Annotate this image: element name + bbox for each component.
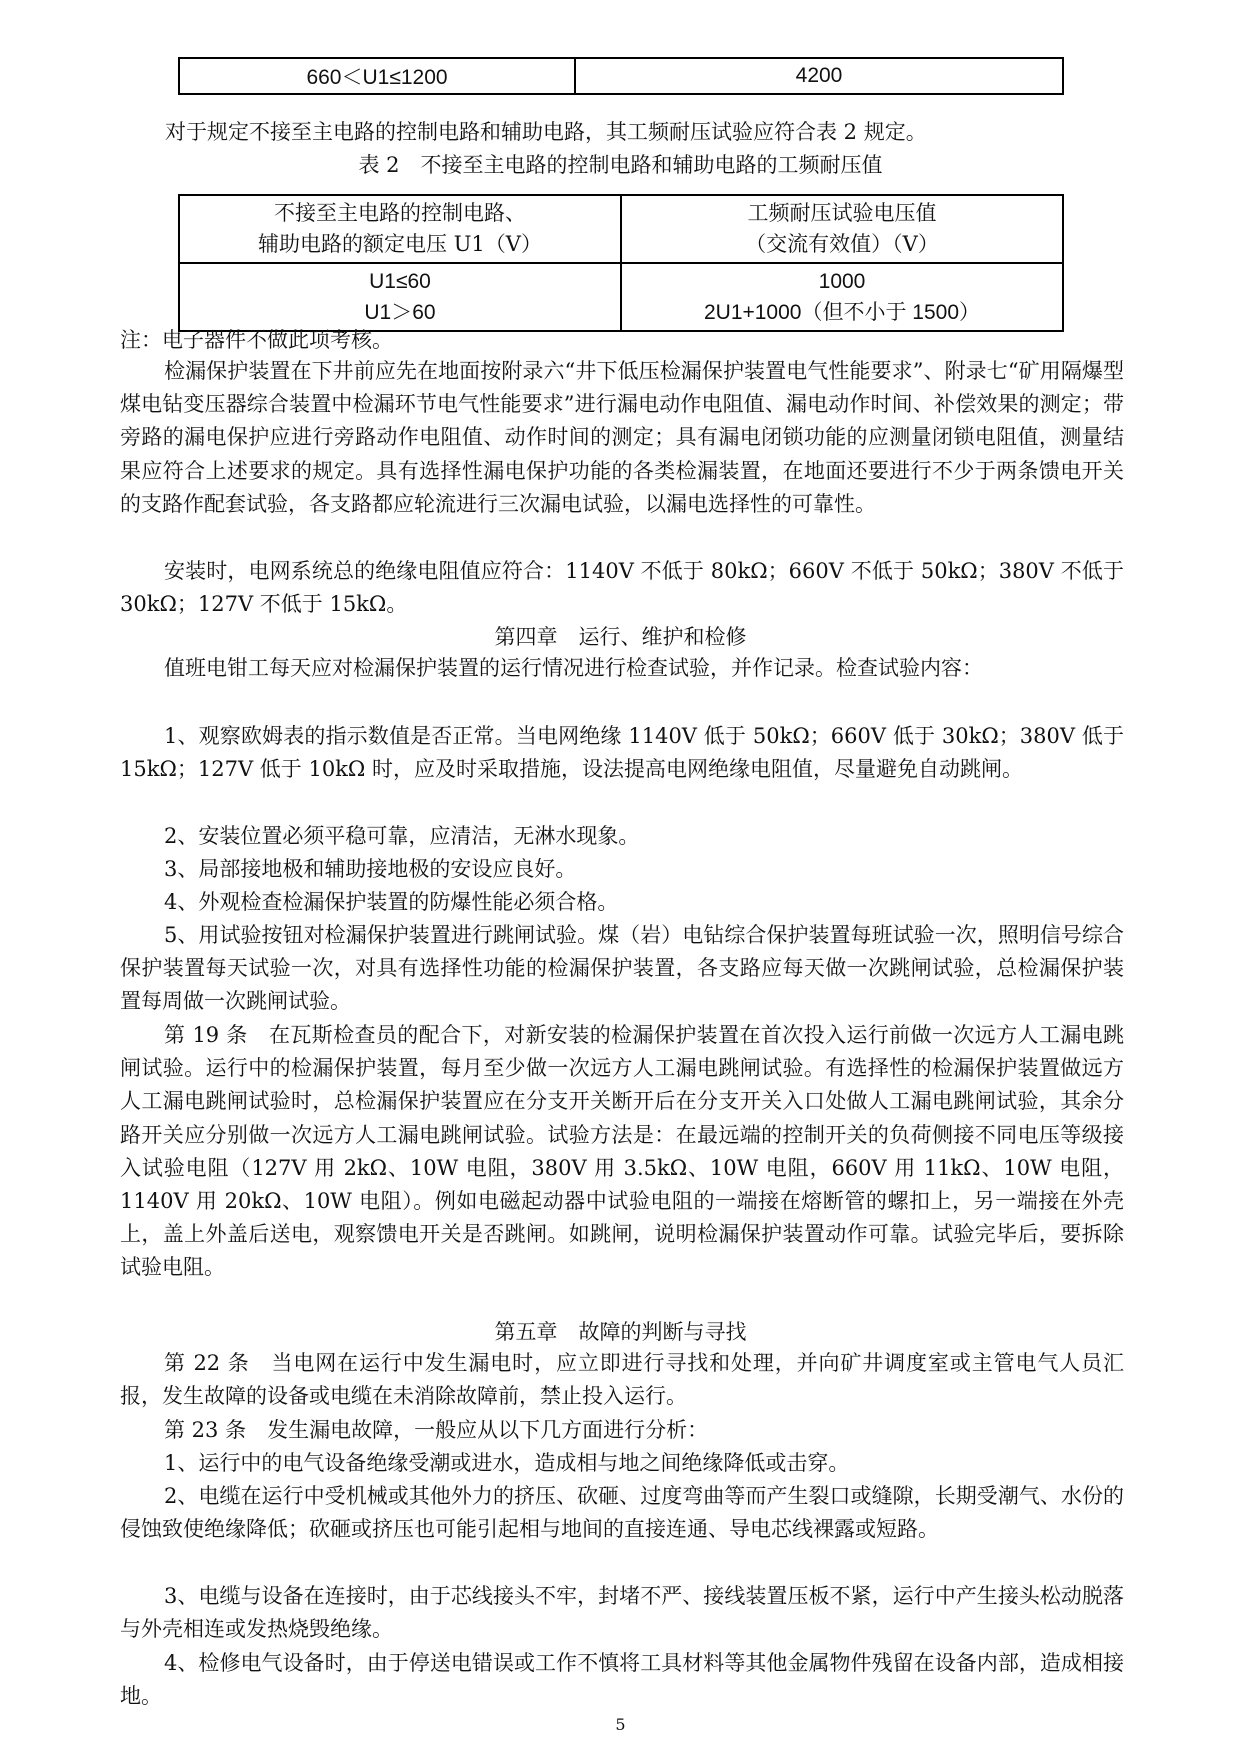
header-text: 工频耐压试验电压值 (747, 201, 937, 225)
header-text: 辅助电路的额定电压 U1（V） (258, 232, 542, 256)
header-cell (179, 195, 621, 263)
cell-text: 1000 (818, 270, 866, 293)
header-cell (621, 195, 1063, 263)
table-cell (179, 263, 621, 331)
table-note: 注：电子器件不做此项考核。 (120, 328, 393, 352)
chapter-heading: 第四章 运行、维护和检修 (494, 625, 747, 649)
list-item: 2、安装位置必须平稳可靠，应清洁，无淋水现象。 (164, 824, 640, 848)
header-text: （交流有效值）（V） (745, 232, 939, 256)
list-item: 4、检修电气设备时，由于停送电错误或工作不慎将工具材料等其他金属物件残留在设备内部，造成相接地。 (120, 1651, 1124, 1709)
table-cell (621, 263, 1063, 331)
article-paragraph: 第 19 条 在瓦斯检查员的配合下，对新安装的检漏保护装置在首次投入运行前做一次远方人工漏电跳闸试验。运行中的检漏保护装置，每月至少做一次远方人工漏电跳闸试验。有选择性的检漏保护装置做远方人工漏电跳闸试验时，总检漏保护装置应在分支开关断开后在分支开关入口处做人工漏电跳闸试验，其余分路开关应分别做一次远方人工漏电跳闸试验。试验方法是：在最远端的控制开关的负荷侧接不同电压等级接入试验电阻（127V 用 2kΩ、10W 电阻，380V 用 3.5kΩ、10W 电阻，660V 用 11kΩ、10W 电阻，1140V 用 20kΩ、10W 电阻）。例如电磁起动器中试验电阻的一端接在熔断管的螺扣上，另一端接在外壳上，盖上外盖后送电，观察馈电开关是否跳闸。如跳闸，说明检漏保护装置动作可靠。试验完毕后，要拆除试验电阻。 (120, 1023, 1124, 1280)
paragraph: 值班电钳工每天应对检漏保护装置的运行情况进行检查试验，并作记录。检查试验内容： (164, 656, 983, 680)
chapter-heading: 第五章 故障的判断与寻找 (494, 1320, 747, 1344)
cell-text: 2U1+1000（但不小于 1500） (703, 301, 981, 324)
cell-text: U1≤60 (369, 270, 431, 293)
table-caption: 表 2 不接至主电路的控制电路和辅助电路的工频耐压值 (358, 153, 883, 177)
cell-text: U1＞60 (364, 301, 436, 324)
list-item: 3、局部接地极和辅助接地极的安设应良好。 (164, 857, 577, 881)
table-row (179, 58, 1063, 94)
paragraph: 安装时，电网系统总的绝缘电阻值应符合：1140V 不低于 80kΩ；660V 不低于 50kΩ；380V 不低于 30kΩ；127V 不低于 15kΩ。 (120, 559, 1124, 617)
table-cell: 4200 (575, 58, 1063, 94)
withstand-voltage-table (178, 194, 1064, 332)
article-paragraph: 第 22 条 当电网在运行中发生漏电时，应立即进行寻找和处理，并向矿井调度室或主管电气人员汇报，发生故障的设备或电缆在未消除故障前，禁止投入运行。 (120, 1351, 1124, 1409)
list-item: 1、观察欧姆表的指示数值是否正常。当电网绝缘 1140V 低于 50kΩ；660V 低于 30kΩ；380V 低于 15kΩ；127V 低于 10kΩ 时，应及时采取措施，设法提高电网绝缘电阻值，尽量避免自动跳闸。 (120, 724, 1124, 782)
intro-text: 对于规定不接至主电路的控制电路和辅助电路，其工频耐压试验应符合表 2 规定。 (165, 120, 927, 144)
list-item: 2、电缆在运行中受机械或其他外力的挤压、砍砸、过度弯曲等而产生裂口或缝隙，长期受潮气、水份的侵蚀致使绝缘降低；砍砸或挤压也可能引起相与地间的直接连通、导电芯线裸露或短路。 (120, 1484, 1124, 1542)
table-header-row (179, 195, 1063, 263)
list-item: 3、电缆与设备在连接时，由于芯线接头不牢，封堵不严、接线装置压板不紧，运行中产生接头松动脱落与外壳相连或发热烧毁绝缘。 (120, 1584, 1124, 1642)
voltage-table-continued (178, 57, 1064, 95)
list-item: 5、用试验按钮对检漏保护装置进行跳闸试验。煤（岩）电钻综合保护装置每班试验一次，照明信号综合保护装置每天试验一次，对具有选择性功能的检漏保护装置，各支路应每天做一次跳闸试验，总检漏保护装置每周做一次跳闸试验。 (120, 923, 1124, 1014)
page-number: 5 (615, 1715, 626, 1734)
table-row (179, 263, 1063, 331)
table-cell: 660＜U1≤1200 (179, 58, 575, 94)
list-item: 4、外观检查检漏保护装置的防爆性能必须合格。 (164, 890, 619, 914)
article-paragraph: 第 23 条 发生漏电故障，一般应从以下几方面进行分析： (164, 1418, 709, 1442)
header-text: 不接至主电路的控制电路、 (274, 201, 526, 225)
list-item: 1、运行中的电气设备绝缘受潮或进水，造成相与地之间绝缘降低或击穿。 (164, 1451, 850, 1475)
paragraph: 检漏保护装置在下井前应先在地面按附录六“井下低压检漏保护装置电气性能要求”、附录七“矿用隔爆型煤电钻变压器综合装置中检漏环节电气性能要求”进行漏电动作电阻值、漏电动作时间、补偿效果的测定；带旁路的漏电保护应进行旁路动作电阻值、动作时间的测定；具有漏电闭锁功能的应测量闭锁电阻值，测量结果应符合上述要求的规定。具有选择性漏电保护功能的各类检漏装置，在地面还要进行不少于两条馈电开关的支路作配套试验，各支路都应轮流进行三次漏电试验，以漏电选择性的可靠性。 (120, 359, 1124, 516)
